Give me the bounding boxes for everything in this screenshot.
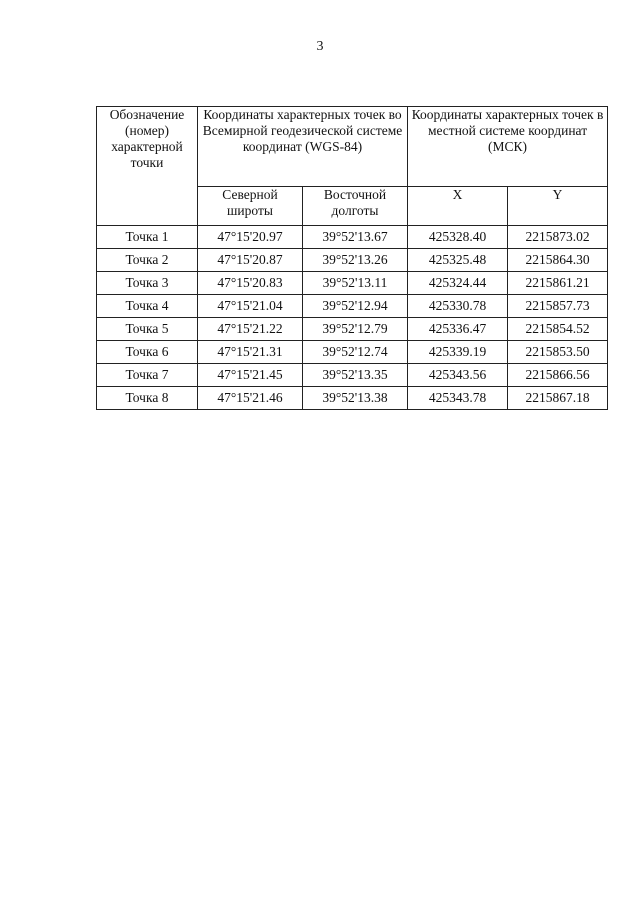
- header-x: X: [408, 187, 508, 226]
- cell-x: 425343.56: [408, 364, 508, 387]
- cell-longitude: 39°52'13.35: [303, 364, 408, 387]
- coordinates-table: [96, 106, 608, 410]
- header-msk-group: Координаты характерных точек в местной системе координат (МСК): [408, 107, 608, 187]
- cell-x: 425343.78: [408, 387, 508, 410]
- table-row: [97, 318, 608, 341]
- table-header: [97, 107, 608, 226]
- table-row: [97, 364, 608, 387]
- header-east-longitude: Восточной долготы: [303, 187, 408, 226]
- header-y: Y: [508, 187, 608, 226]
- header-wgs84-group: Координаты характерных точек во Всемирной геодезической системе координат (WGS-84): [198, 107, 408, 187]
- cell-latitude: 47°15'21.31: [198, 341, 303, 364]
- cell-latitude: 47°15'20.87: [198, 249, 303, 272]
- cell-point: Точка 8: [97, 387, 198, 410]
- cell-y: 2215857.73: [508, 295, 608, 318]
- cell-x: 425328.40: [408, 226, 508, 249]
- cell-longitude: 39°52'12.74: [303, 341, 408, 364]
- cell-x: 425324.44: [408, 272, 508, 295]
- cell-longitude: 39°52'12.79: [303, 318, 408, 341]
- cell-point: Точка 1: [97, 226, 198, 249]
- cell-latitude: 47°15'21.04: [198, 295, 303, 318]
- cell-longitude: 39°52'13.11: [303, 272, 408, 295]
- cell-longitude: 39°52'13.38: [303, 387, 408, 410]
- cell-longitude: 39°52'12.94: [303, 295, 408, 318]
- cell-point: Точка 4: [97, 295, 198, 318]
- table-row: [97, 341, 608, 364]
- header-designation: Обозначение (номер) характерной точки: [97, 107, 198, 226]
- table-row: [97, 226, 608, 249]
- cell-y: 2215853.50: [508, 341, 608, 364]
- cell-latitude: 47°15'21.45: [198, 364, 303, 387]
- cell-point: Точка 3: [97, 272, 198, 295]
- table-body: [97, 226, 608, 410]
- cell-y: 2215873.02: [508, 226, 608, 249]
- cell-y: 2215864.30: [508, 249, 608, 272]
- table-row: [97, 249, 608, 272]
- table-row: [97, 295, 608, 318]
- cell-latitude: 47°15'21.22: [198, 318, 303, 341]
- cell-x: 425339.19: [408, 341, 508, 364]
- cell-y: 2215861.21: [508, 272, 608, 295]
- page-number: 3: [316, 39, 324, 54]
- cell-point: Точка 7: [97, 364, 198, 387]
- table-row: [97, 387, 608, 410]
- cell-latitude: 47°15'20.97: [198, 226, 303, 249]
- cell-x: 425330.78: [408, 295, 508, 318]
- cell-x: 425336.47: [408, 318, 508, 341]
- cell-point: Точка 5: [97, 318, 198, 341]
- header-row-top: [97, 107, 608, 187]
- cell-point: Точка 2: [97, 249, 198, 272]
- cell-y: 2215866.56: [508, 364, 608, 387]
- cell-longitude: 39°52'13.26: [303, 249, 408, 272]
- cell-longitude: 39°52'13.67: [303, 226, 408, 249]
- cell-y: 2215867.18: [508, 387, 608, 410]
- header-north-latitude: Северной широты: [198, 187, 303, 226]
- cell-latitude: 47°15'20.83: [198, 272, 303, 295]
- cell-y: 2215854.52: [508, 318, 608, 341]
- cell-point: Точка 6: [97, 341, 198, 364]
- cell-latitude: 47°15'21.46: [198, 387, 303, 410]
- cell-x: 425325.48: [408, 249, 508, 272]
- table-row: [97, 272, 608, 295]
